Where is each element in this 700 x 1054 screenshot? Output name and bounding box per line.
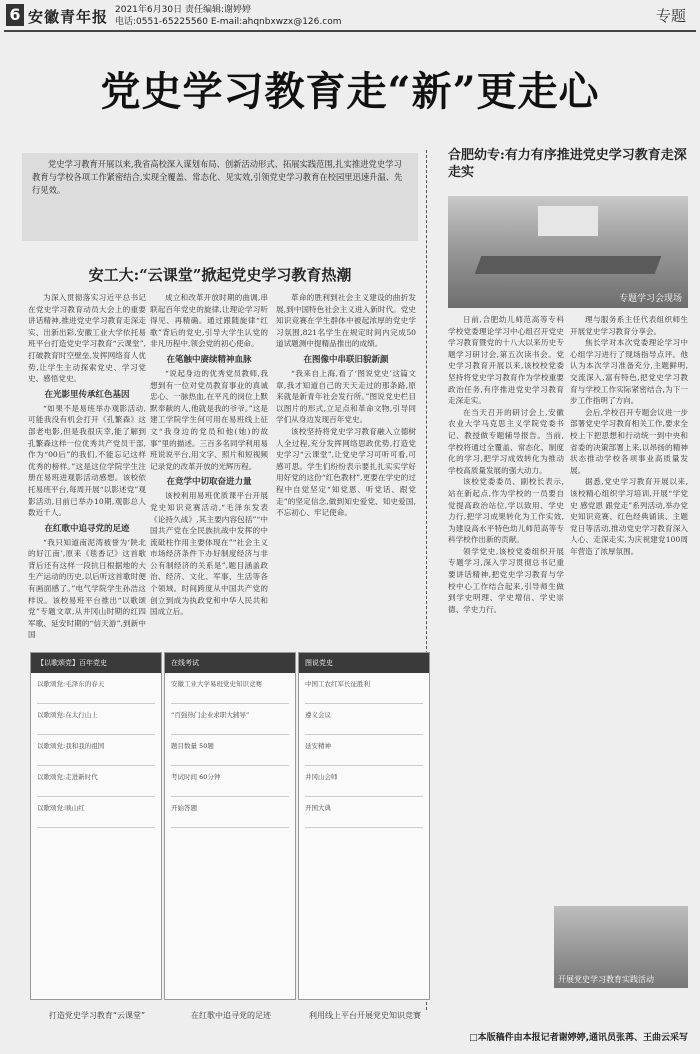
paragraph: 焦长学对本次党委理论学习中心组学习进行了现场指导点评。他认为本次学习准备充分,主题鲜明,交流深入,富有特色,把党史学习教育与学校工作实际紧密结合,为下一步工作指明了方向。 — [570, 338, 688, 406]
right-article-col1 — [448, 314, 564, 1004]
paragraph: “我只知道南泥湾被誉为‘陕北的好江南’,原来《毯香记》这首歌背后还有这样一段抗日根据地的大生产运动的历史,以后听这首歌时便有画面感了。”电气学院学生孙浩这样说。该校易班平台推出“以歌颂党”专题文章,从井冈山时期的红四军歌、延安时期的“信天游”,到新中国 — [28, 537, 146, 640]
list-item: 安徽工业大学易班党史知识竞赛 — [171, 679, 289, 704]
paragraph: 该校党委委员、副校长表示,站在新起点,作为学校的一员要自觉提高政治站位,学以致用、学史力行,把学习成果转化为工作实效,为建设高水平特色幼儿师范高等专科学校作出新的贡献。 — [448, 477, 564, 545]
phone-title-bar: 【以歌颂党】百年党史 — [31, 653, 161, 673]
paper-name: 安徽青年报 — [28, 8, 109, 26]
left-article-col2 — [150, 292, 268, 642]
list-item: 中国工农红军长征胜利 — [305, 679, 423, 704]
list-item: 井冈山会师 — [305, 772, 423, 797]
byline-footer: □本版稿件由本报记者谢婷婷,通讯员张苒、王曲云采写 — [469, 1033, 688, 1043]
subhead: 在光影里传承红色基因 — [44, 389, 130, 400]
paragraph: 据悉,党史学习教育开展以来,该校精心组织学习培训,开展“学党史 感党恩 跟党走”系列活动,举办党史知识竞赛、红色经典诵读、主题党日等活动,推动党史学习教育深入人心、走深走实,为庆祝建党100周年营造了浓厚氛围。 — [570, 477, 688, 556]
photo-caption: 专题学习会现场 — [618, 294, 682, 304]
phone-caption-2: 在红歌中追寻党的足迹 — [191, 1011, 271, 1020]
header-phone: 电话:0551-65225560 — [115, 17, 208, 27]
issue-date: 2021年6月30日 — [115, 5, 183, 15]
list-item: 遵义会议 — [305, 710, 423, 735]
left-article-col3 — [276, 292, 416, 642]
paragraph: 领学党史,该校党委组织开展专题学习,深入学习贯彻总书记重要讲话精神,把党史学习教育与学校中心工作结合起来,引导师生做到学史明理、学史增信、学史崇德、学史力行。 — [448, 546, 564, 614]
phone-screenshot-2 — [164, 652, 296, 1000]
list-item: 延安精神 — [305, 741, 423, 766]
paragraph: 成立和改革开放时期的曲调,串联起百年党史的旋律,让理论学习听得见、再精确。通过跟随旋律“红歌”背后的党史,引导大学生认党的非凡历程中,领会党的初心使命。 — [150, 293, 268, 349]
list-item: 以歌颂党:毛泽东的春天 — [37, 679, 155, 704]
main-headline: 党史学习教育走“新”更走心 — [100, 68, 600, 115]
paragraph: “我来自上海,看了‘图说党史’这篇文章,我才知道自己的天天走过的那条路,原来就是新青年社会发行所。”图说党史栏目以图片的形式,立足点和革命文物,引导同学们从身边发现百年党史。 — [276, 368, 416, 425]
subhead: 在图像中串联旧貌新颜 — [303, 354, 389, 365]
left-article-col1 — [28, 292, 146, 642]
paragraph: 革命的胜利到社会主义建设的曲折发展,到中国特色社会主义进入新时代。党史知识竞赛在学生群体中被起浓厚的党史学习氛围,821名学生在规定时间内完成50道试题测中提精品推出的成绩。 — [276, 293, 416, 349]
list-item: 考试时间 60分钟 — [171, 772, 289, 797]
paragraph: 该校坚持将党史学习教育融入立德树人全过程,充分发挥网络思政优势,打造党史学习“云课堂”,让党史学习可听可看,可感可思。学生们纷纷表示要扎扎实实学好用好党的这份“红色教材”,更要在学史的过程中自觉坚定“知党恩、听党话、跟党走”的坚定信念,做到知史爱党、知史爱国,不忘初心、牢记使命。 — [276, 426, 416, 518]
left-article-title: 安工大:“云课堂”掀起党史学习教育热潮 — [88, 266, 352, 284]
paragraph: “说起身边的优秀党员教师,我想到有一位对党员教育事业的真诚忠心、一脉热血,在平凡的岗位上默默奉献的人,他就是我的爷爷。”这是建工学院学生何可用在易班线上征文“我身边的党员和他(她)的故事”里的描述。三百多名同学利用易班说说平台,用文字、照片和短视频记录党的改革开放的光辉历程。 — [150, 368, 268, 471]
paragraph: 会后,学校召开专题会议进一步部署党史学习教育相关工作,要求全校上下把思想和行动统一到中央和省委的决策部署上来,以昂扬的精神状态推动学校各项事业高质量发展。 — [570, 407, 688, 475]
paragraph: 理与服务系主任代表组织师生开展党史学习教育分享会。 — [570, 315, 688, 336]
header-email: E-mail:ahqnbxwzx@126.com — [210, 17, 342, 27]
list-item: 以歌颂党:走进新时代 — [37, 772, 155, 797]
page-number: 6 — [6, 4, 24, 26]
list-item: 以歌颂党:我和我的祖国 — [37, 741, 155, 766]
phone-title-bar: 图说党史 — [299, 653, 429, 673]
list-item: 以歌颂党:映山红 — [37, 803, 155, 828]
subhead: 在竞学中切取奋进力量 — [166, 477, 252, 488]
paragraph: 该校利用易班优质课平台开展党史知识竞赛活动,“毛泽东发表《论持久战》,其主要内容包括”“中国共产党在全民族抗战中发挥的中流砥柱作用主要体现在”“社会主义市场经济条件下办好制度经济与非公有制经济的关系是”,题目涵盖政治、经济、文化、军事、生活等各个领域。时间跨度从中国共产党的创立到成为执政党和中华人民共和国成立后。 — [150, 491, 268, 617]
phone-screenshot-1 — [30, 652, 162, 1000]
lead-paragraph: 党史学习教育开展以来,我省高校深入谋划布局、创新活动形式、拓展实践范围,扎实推进党史学习教育与学校各项工作紧密结合,实现全覆盖、常态化、见实效,引领党史学习教育在校园里迅速升温、先行见效。 — [22, 153, 418, 241]
subhead: 在红歌中追寻党的足迹 — [44, 523, 130, 534]
right-article-title: 合肥幼专:有力有序推进党史学习教育走深走实 — [448, 148, 687, 180]
phone-screenshot-3 — [298, 652, 430, 1000]
editor-credit: 责任编辑:谢婷婷 — [184, 5, 252, 15]
list-item: 以歌颂党:在太行山上 — [37, 710, 155, 735]
phone-title-bar: 在线考试 — [165, 653, 295, 673]
conference-table — [475, 256, 662, 274]
list-item: 题目数量 50题 — [171, 741, 289, 766]
list-item: 开始答题 — [171, 803, 289, 828]
right-article-col2 — [570, 314, 688, 902]
paragraph: 日前,合肥幼儿师范高等专科学校党委理论学习中心组召开党史学习教育暨党的十八大以来历史专题学习研讨会,第五次读书会。党史学习教育开展以来,该校校党委坚持将党史学习教育作为学校重要政治任务,有序推进党史学习教育走深走实。 — [448, 315, 564, 406]
paragraph: 在当天召开的研讨会上,安徽农业大学马克思主义学院党委书记、教授做专题辅导报告。当前,学校将通过全覆盖、常态化、制度化的学习,把学习成效转化为推动学校高质量发展的强大动力。 — [448, 407, 564, 475]
paragraph: “如果不是易班举办观影活动,可能我没有机会打开《孔繁森》这部老电影,但是我很庆幸,能了解到孔繁森这样一位优秀共产党员干部,作为“00后”的我们,不能忘记这样优秀的榜样。”这是这位学院学生注册在易班进观影活动感想。该校依托易班平台,每周开展“以影述党”观影活动,目前已举办10期,观影总人数近千人。 — [28, 403, 146, 518]
paragraph: 为深入贯彻落实习近平总书记在党史学习教育动员大会上的重要讲话精神,推进党史学习教育走深走实、出新出彩,安徽工业大学依托易班平台打造党史学习教育“云课堂”,打破教育时空壁垒,发挥网络育人优势,让学生主动探索党史、学习党史、感悟党史。 — [28, 293, 146, 384]
photo-caption: 开展党史学习教育实践活动 — [558, 975, 654, 984]
header-rule — [4, 30, 696, 32]
list-item: “百强热门企业求职大辅导” — [171, 710, 289, 735]
page-header — [0, 0, 700, 34]
header-info — [115, 4, 341, 28]
phone-caption-1: 打造党史学习教育“云课堂” — [48, 1011, 146, 1020]
projection-screen — [538, 206, 598, 236]
section-label: 专题 — [655, 7, 686, 25]
phone-caption-3: 利用线上平台开展党史知识竞赛 — [309, 1011, 421, 1020]
meeting-photo — [448, 196, 688, 308]
list-item: 开国大典 — [305, 803, 423, 828]
group-photo — [554, 906, 688, 988]
subhead: 在笔触中赓续精神血脉 — [166, 354, 252, 365]
